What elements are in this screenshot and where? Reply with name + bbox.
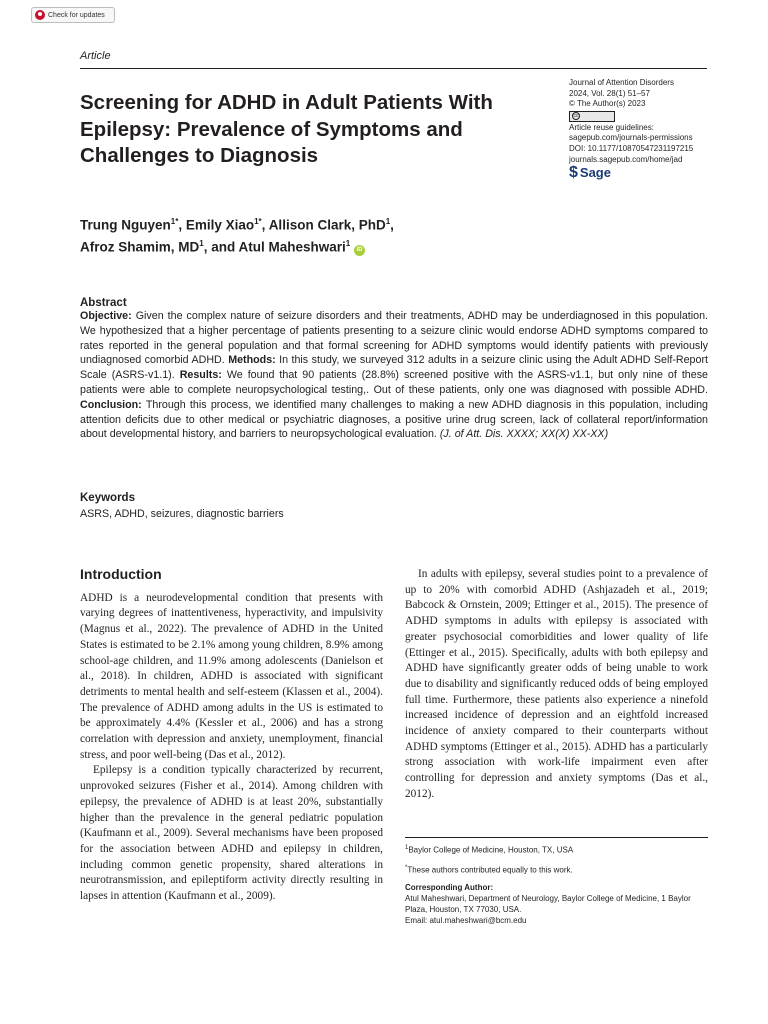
article-type-label: Article — [80, 50, 111, 62]
sage-s-icon: $ — [569, 164, 578, 182]
author-name: Trung Nguyen — [80, 217, 171, 233]
body-column-right — [405, 567, 708, 803]
check-for-updates-button[interactable] — [31, 7, 115, 23]
footnote-mark: 1 — [405, 845, 409, 851]
orcid-icon[interactable]: iD — [354, 245, 365, 256]
equal-contribution-footnote — [405, 863, 708, 876]
author-name: Allison Clark, PhD — [268, 217, 386, 233]
footnotes — [405, 843, 708, 926]
footnote-divider — [405, 837, 708, 838]
intro-paragraph: ADHD is a neurodevelopmental condition that presents with varying degrees of inattentiveness, hyperactivity, and impulsivity (Magnus et al., 2022). The prevalence of ADHD in the United States is estimated to be 2.1% among young children, 8.9% among school-age children, and 11.9% among adolescents (Danielson et al., 2018). In children, ADHD is associated with significant detriments to mental health and self-esteem (Klassen et al., 2004). The prevalence of ADHD among adults in the US is estimated to be approximately 4.4% (Kessler et al., 2006) and has a strong correlation with depression and anxiety, unemployment, financial stress, and poor well-being (Das et al., 2012). — [80, 591, 383, 761]
affiliation-text: Baylor College of Medicine, Houston, TX, USA — [408, 845, 574, 855]
intro-paragraph: In adults with epilepsy, several studies point to a prevalence of up to 20% with comorbid ADHD (Ashjazadeh et al., 2019; Babcock & Ornstein, 2009; Ettinger et al., 2015). The presence of ADHD symptoms in adults with epilepsy is associated with greater psychosocial comorbidities and lower quality of life (Ettinger et al., 2015). Specifically, adults with both epilepsy and ADHD have significantly greater odds of being unable to work due to disability and significantly reduced odds of being employed full time. Furthermore, these patients also experience a ninefold increased incidence of depression and an eightfold increased incidence of anxiety compared to their counterparts without ADHD symptoms (Ettinger et al., 2015). ADHD has a particularly strong association with work-life impairment even after controlling for depression and anxiety symptoms (Das et al., 2012). — [405, 568, 708, 800]
methods-label: Methods: — [228, 354, 276, 367]
keywords-heading: Keywords — [80, 492, 135, 504]
author-name: Afroz Shamim, MD — [80, 239, 200, 255]
objective-label: Objective: — [80, 310, 132, 322]
author-affiliation-mark: 1 — [385, 217, 391, 226]
results-label: Results: — [179, 369, 222, 382]
body-column-left — [80, 567, 383, 905]
introduction-heading: Introduction — [80, 566, 162, 582]
abstract-section — [80, 297, 708, 442]
header-divider — [80, 68, 707, 69]
author-affiliation-mark: 1 — [199, 239, 204, 248]
reuse-guidelines-link[interactable]: sagepub.com/journals-permissions — [569, 133, 693, 143]
publisher-name: Sage — [579, 165, 611, 181]
cc-icon: cc — [573, 113, 579, 120]
keywords-list: ASRS, ADHD, seizures, diagnostic barriers — [80, 508, 284, 520]
doi[interactable]: DOI: 10.1177/10870547231197215 — [569, 143, 694, 153]
equal-contribution-text: These authors contributed equally to this work. — [407, 865, 573, 875]
conclusion-label: Conclusion: — [80, 398, 142, 411]
journal-name: Journal of Attention Disorders — [569, 78, 674, 87]
corresponding-author-heading: Corresponding Author: — [405, 883, 494, 893]
journal-homepage-link[interactable]: journals.sagepub.com/home/jad — [569, 154, 683, 164]
abstract-body — [80, 309, 708, 442]
author-list: Trung Nguyen$^{1*}$, Emily Xiao$^{1*}$, Allison Clark, PhD$^1$, Afroz Shamim, $MD^1$, and Atul Maheshwari$^1$ iD — [80, 217, 394, 255]
intro-paragraph: Epilepsy is a condition typically characterized by recurrent, unprovoked seizures (Fisher et al., 2014). Among children with epilepsy, the prevalence of ADHD is at least 20%, substantially higher than the prevalence in the general pediatric population (Kaufmann et al., 2009). Several mechanisms have been proposed for the association between ADHD and epilepsy in children, including common genetic propensity, shared alterations in neurotransmission, and epileptiform activity directly resulting in lapses in attention (Kaufmann et al., 2009). — [80, 764, 383, 903]
sage-logo — [569, 164, 719, 182]
author-name: Emily Xiao — [185, 217, 255, 233]
objective-text: Given the complex nature of seizure disorders and their treatments, ADHD may be underdiagnosed in this population. We hypothesized that a higher percentage of patients presenting to a seizure clinic would endorse ADHD symptoms compared to rates reported in the general population and that formal screening for ADHD symptoms would identify patients with previously undiagnosed comorbid ADHD. — [80, 310, 708, 367]
cc-license-badge[interactable] — [569, 111, 615, 122]
check-for-updates-label: Check for updates — [48, 11, 105, 19]
abstract-citation: (J. of Att. Dis. XXXX; XX(X) XX-XX) — [439, 428, 609, 441]
corresponding-author-email[interactable]: Email: atul.maheshwari@bcm.edu — [405, 916, 527, 926]
author-affiliation-mark: 1* — [170, 217, 179, 226]
keywords-section — [80, 492, 708, 522]
affiliation-footnote — [405, 843, 708, 856]
corresponding-author-address: Atul Maheshwari, Department of Neurology, Baylor College of Medicine, 1 Baylor Plaza, Houston, TX 77030, USA. — [405, 894, 691, 915]
footnote-mark: * — [405, 864, 408, 871]
update-badge-icon — [35, 10, 45, 20]
methods-text: In this study, we surveyed 312 adults in a seizure clinic using the Adult ADHD Self-Report Scale (ASRS-v1.1). — [80, 354, 708, 382]
author-affiliation-mark: 1* — [254, 217, 262, 226]
author-affiliation-mark: 1 — [345, 239, 351, 248]
reuse-guidelines-label: Article reuse guidelines: — [569, 122, 654, 132]
journal-info — [569, 78, 719, 182]
article-title: Screening for ADHD in Adult Patients With Epilepsy: Prevalence of Symptoms and Challenges to Diagnosis — [80, 91, 493, 167]
journal-volume: 2024, Vol. 28(1) 51–57 — [569, 88, 650, 98]
results-text: We found that 90 patients (28.8%) screened positive with the ASRS-v1.1, but only nine of these patients were able to complete neuropsychological testing,. Out of these patients, only one was diagnosed with possible ADHD. — [80, 369, 708, 396]
conclusion-text: Through this process, we identified many challenges to making a new ADHD diagnosis in this population, including attention deficits due to other medical or psychiatric diagnoses, a positive urine drug screen, lack of collateral report/information about developmental history, and barriers to neuropsychological evaluation. — [80, 398, 708, 441]
abstract-heading: Abstract — [80, 297, 127, 309]
journal-copyright: © The Author(s) 2023 — [569, 99, 646, 109]
author-name: and Atul Maheshwari — [211, 239, 346, 255]
